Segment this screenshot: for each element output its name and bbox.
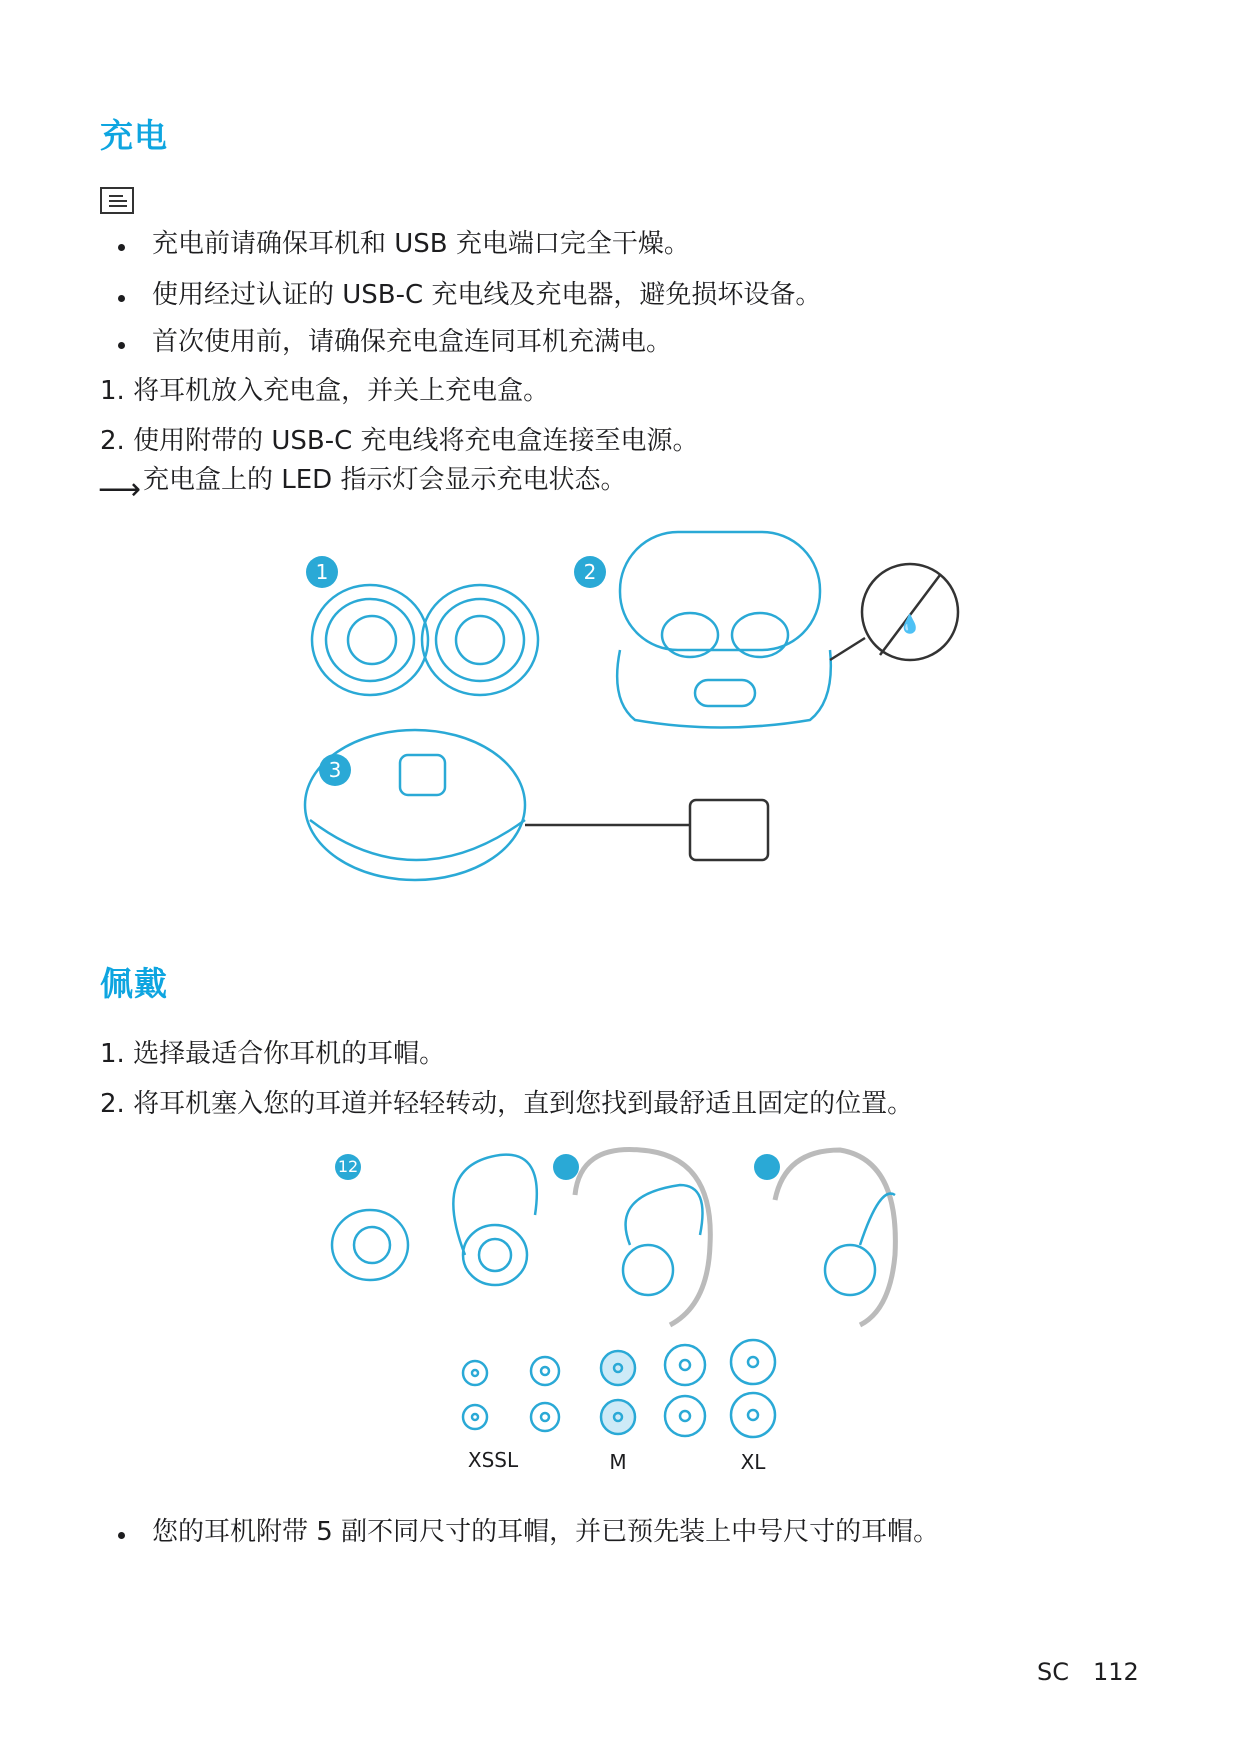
step-text: 2. 使用附带的 USB-C 充电线将充电盒连接至电源。 <box>100 426 699 456</box>
note-item: 充电前请确保耳机和 USB 充电端口完全干燥。 <box>152 229 690 259</box>
size-label: XSSL <box>467 1448 519 1472</box>
page-number: 112 <box>1093 1658 1139 1686</box>
closed-case-icon <box>305 730 768 880</box>
footer-lang: SC <box>1037 1658 1069 1686</box>
earbud-left-icon <box>312 585 428 695</box>
arrow-right-icon: ⟶ <box>98 472 142 507</box>
step-number-icons <box>335 1154 780 1180</box>
note-item: 首次使用前，请确保充电盒连同耳机充满电。 <box>152 327 673 357</box>
step-number: 2 <box>583 560 597 584</box>
earbud-right-icon <box>422 585 538 695</box>
step-number: 1 <box>315 560 329 584</box>
result-text: 充电盒上的 LED 指示灯会显示充电状态。 <box>143 465 627 495</box>
eartip-sizes-illustration <box>450 1335 780 1445</box>
dry-warning-icon <box>830 564 958 660</box>
note-item: 使用经过认证的 USB-C 充电线及充电器，避免损坏设备。 <box>152 280 822 310</box>
svg-text:💧: 💧 <box>898 614 922 635</box>
section-title-wearing: 佩戴 <box>100 964 168 1003</box>
note-icon <box>100 187 134 214</box>
bullet-icon <box>118 244 125 251</box>
open-case-icon <box>617 532 831 728</box>
size-label: XL <box>740 1450 766 1474</box>
earbud-with-hook-icon <box>332 1155 537 1285</box>
step-text: 1. 选择最适合你耳机的耳帽。 <box>100 1039 446 1069</box>
charging-illustration <box>290 520 990 940</box>
ear-icon <box>575 1150 895 1325</box>
step-text: 2. 将耳机塞入您的耳道并轻轻转动，直到您找到最舒适且固定的位置。 <box>100 1089 914 1119</box>
bullet-icon <box>118 295 125 302</box>
note-item: 您的耳机附带 5 副不同尺寸的耳帽，并已预先装上中号尺寸的耳帽。 <box>152 1517 940 1547</box>
bullet-icon <box>118 342 125 349</box>
bullet-icon <box>118 1532 125 1539</box>
step-number: 12 <box>337 1157 359 1176</box>
step-text: 1. 将耳机放入充电盒，并关上充电盒。 <box>100 376 550 406</box>
section-title-charging: 充电 <box>100 116 168 155</box>
step-number: 3 <box>328 758 342 782</box>
size-label: M <box>609 1450 627 1474</box>
